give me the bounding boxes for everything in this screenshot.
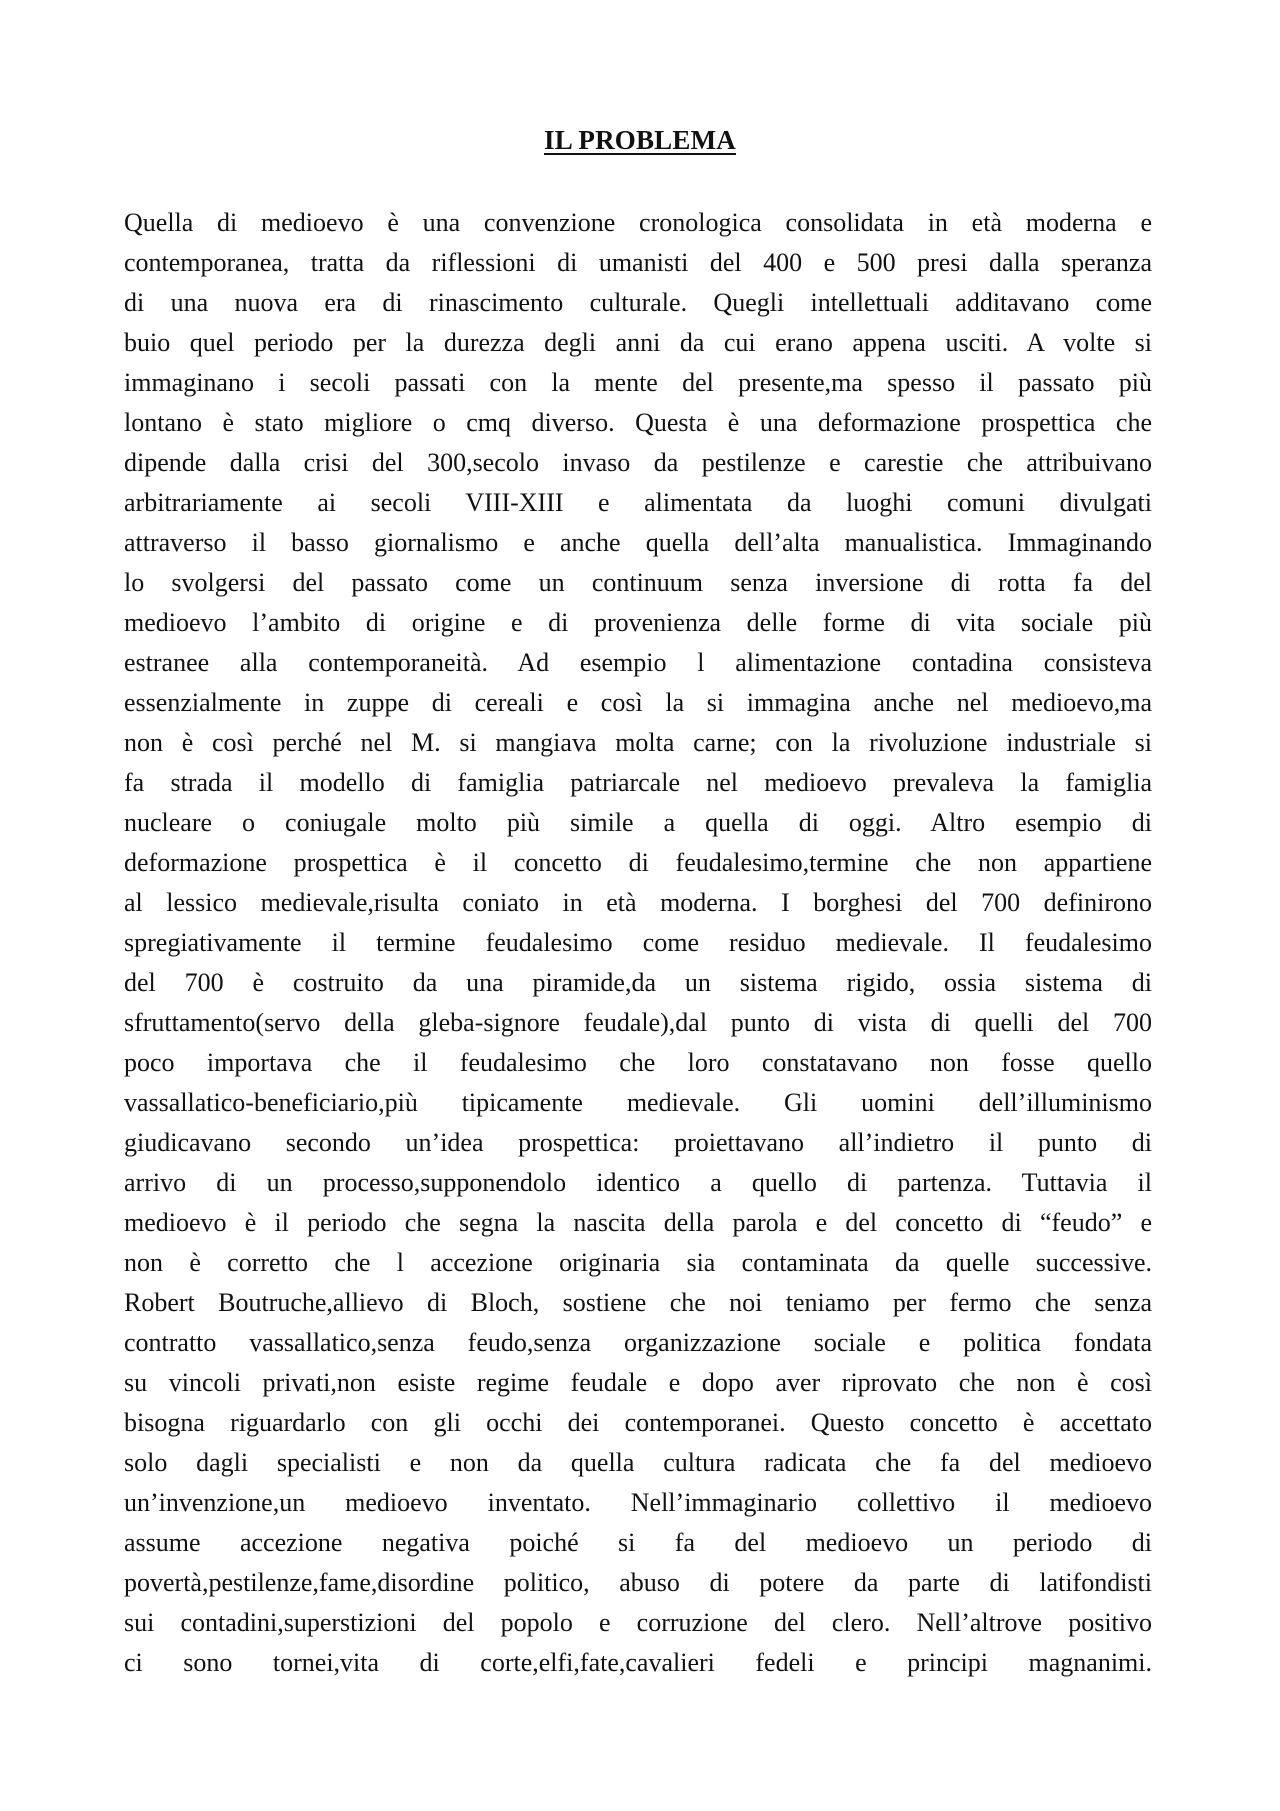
text-line: Robert Boutruche,allievo di Bloch, sostiene che noi teniamo per fermo che senza [124, 1288, 1152, 1317]
body-paragraph [124, 203, 1152, 1683]
text-line: attraverso il basso giornalismo e anche quella dell’alta manualistica. Immaginando [124, 528, 1152, 557]
text-line: estranee alla contemporaneità. Ad esempio l alimentazione contadina consisteva [124, 648, 1152, 677]
text-line: contratto vassallatico,senza feudo,senza organizzazione sociale e politica fondata [124, 1328, 1152, 1357]
text-line: lontano è stato migliore o cmq diverso. Questa è una deformazione prospettica che [124, 408, 1152, 437]
text-line: un’invenzione,un medioevo inventato. Nell’immaginario collettivo il medioevo [124, 1488, 1152, 1517]
text-line: non è corretto che l accezione originaria sia contaminata da quelle successive. [124, 1248, 1152, 1277]
text-line: su vincoli privati,non esiste regime feudale e dopo aver riprovato che non è così [124, 1368, 1152, 1397]
text-line: non è così perché nel M. si mangiava molta carne; con la rivoluzione industriale si [124, 728, 1152, 757]
text-line: assume accezione negativa poiché si fa del medioevo un periodo di [124, 1528, 1152, 1557]
text-line: nucleare o coniugale molto più simile a quella di oggi. Altro esempio di [124, 808, 1152, 837]
text-line: fa strada il modello di famiglia patriarcale nel medioevo prevaleva la famiglia [124, 768, 1152, 797]
text-line: essenzialmente in zuppe di cereali e così la si immagina anche nel medioevo,ma [124, 688, 1152, 717]
text-line: buio quel periodo per la durezza degli anni da cui erano appena usciti. A volte si [124, 328, 1152, 357]
text-line: vassallatico-beneficiario,più tipicamente medievale. Gli uomini dell’illuminismo [124, 1088, 1152, 1117]
text-line: deformazione prospettica è il concetto di feudalesimo,termine che non appartiene [124, 848, 1152, 877]
text-line: povertà,pestilenze,fame,disordine politico, abuso di potere da parte di latifondisti [124, 1568, 1152, 1597]
text-line: poco importava che il feudalesimo che loro constatavano non fosse quello [124, 1048, 1152, 1077]
text-line: contemporanea, tratta da riflessioni di umanisti del 400 e 500 presi dalla speranza [124, 248, 1152, 277]
text-line: medioevo è il periodo che segna la nascita della parola e del concetto di “feudo” e [124, 1208, 1152, 1237]
text-line: spregiativamente il termine feudalesimo come residuo medievale. Il feudalesimo [124, 928, 1152, 957]
text-line: solo dagli specialisti e non da quella cultura radicata che fa del medioevo [124, 1448, 1152, 1477]
text-line: del 700 è costruito da una piramide,da un sistema rigido, ossia sistema di [124, 968, 1152, 997]
text-line: giudicavano secondo un’idea prospettica: proiettavano all’indietro il punto di [124, 1128, 1152, 1157]
text-line: medioevo l’ambito di origine e di provenienza delle forme di vita sociale più [124, 608, 1152, 637]
text-line: al lessico medievale,risulta coniato in età moderna. I borghesi del 700 definirono [124, 888, 1152, 917]
text-line: lo svolgersi del passato come un continuum senza inversione di rotta fa del [124, 568, 1152, 597]
text-line: sfruttamento(servo della gleba-signore feudale),dal punto di vista di quelli del 700 [124, 1008, 1152, 1037]
text-line: Quella di medioevo è una convenzione cronologica consolidata in età moderna e [124, 208, 1152, 237]
text-line: immaginano i secoli passati con la mente del presente,ma spesso il passato più [124, 368, 1152, 397]
text-line: ci sono tornei,vita di corte,elfi,fate,cavalieri fedeli e principi magnanimi. [124, 1648, 1152, 1677]
text-line: dipende dalla crisi del 300,secolo invaso da pestilenze e carestie che attribuivano [124, 448, 1152, 477]
text-line: sui contadini,superstizioni del popolo e corruzione del clero. Nell’altrove positivo [124, 1608, 1152, 1637]
text-line: bisogna riguardarlo con gli occhi dei contemporanei. Questo concetto è accettato [124, 1408, 1152, 1437]
text-line: di una nuova era di rinascimento culturale. Quegli intellettuali additavano come [124, 288, 1152, 317]
page-title: IL PROBLEMA [544, 125, 736, 155]
text-line: arrivo di un processo,supponendolo identico a quello di partenza. Tuttavia il [124, 1168, 1152, 1197]
text-line: arbitrariamente ai secoli VIII-XIII e alimentata da luoghi comuni divulgati [124, 488, 1152, 517]
